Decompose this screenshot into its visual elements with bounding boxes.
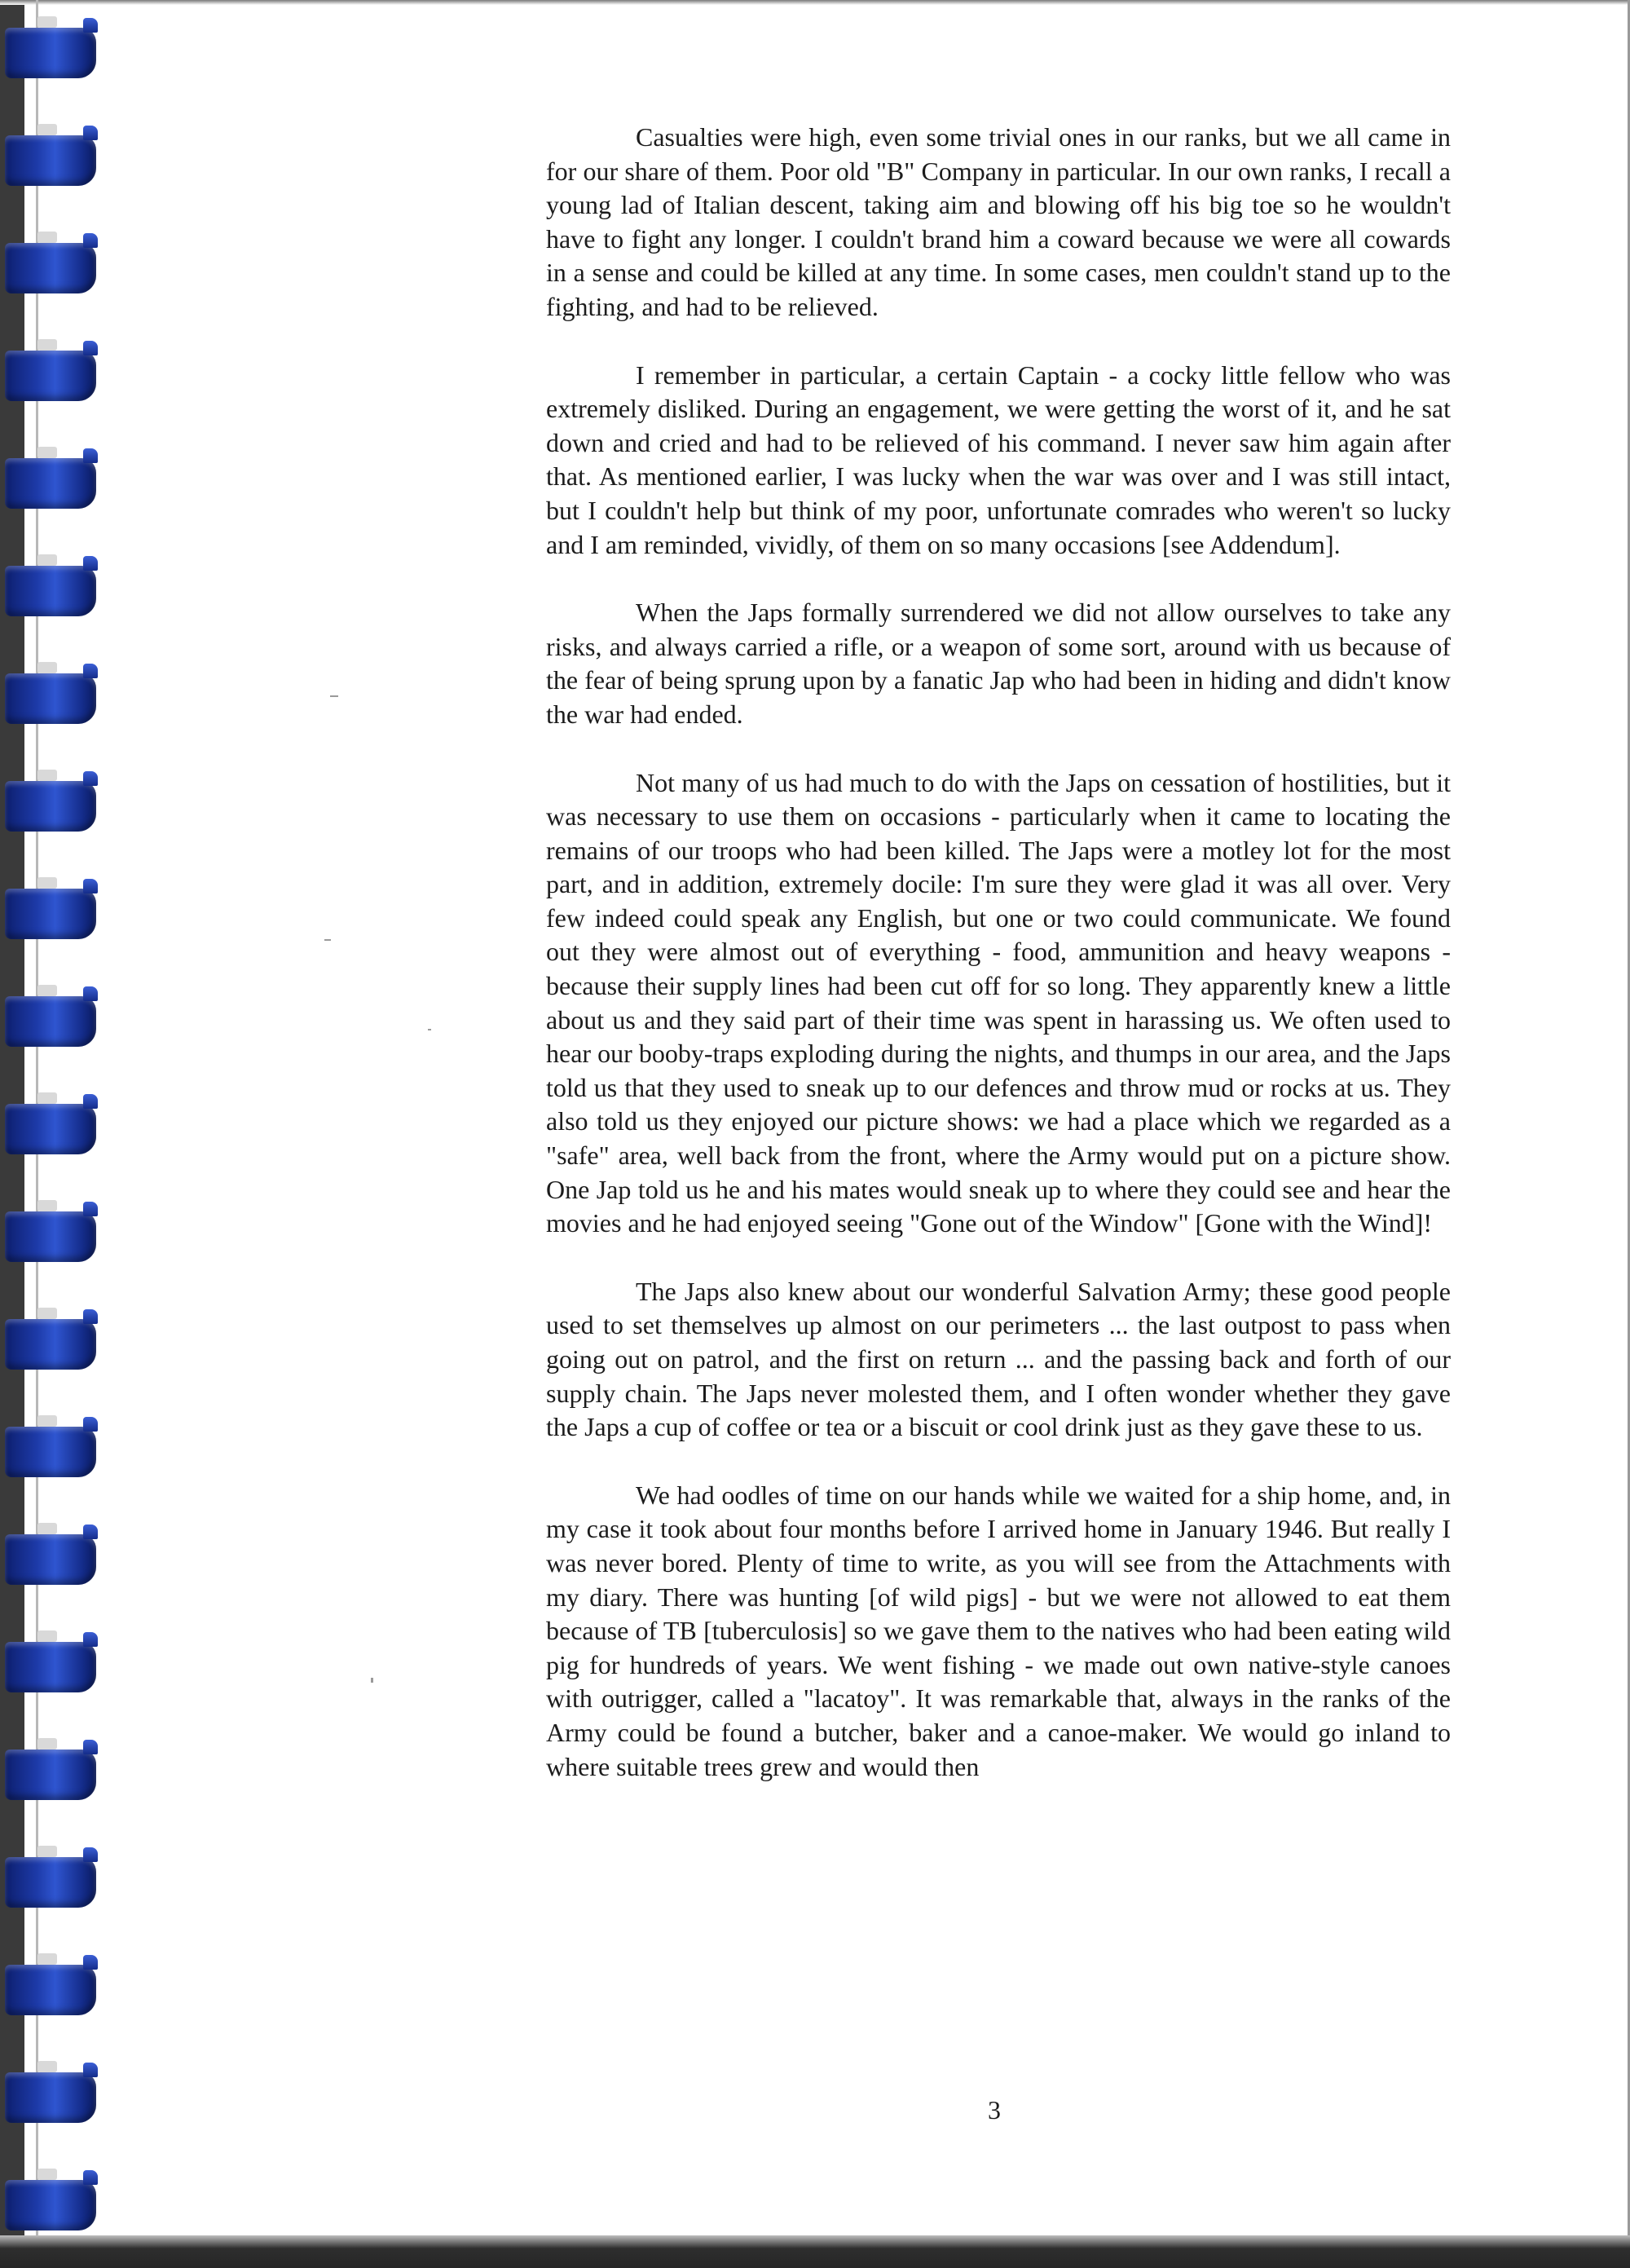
coil-tip bbox=[83, 1094, 98, 1109]
punch-hole bbox=[37, 770, 57, 781]
coil-band bbox=[5, 2072, 96, 2123]
binding-coil bbox=[5, 1738, 101, 1813]
paragraph: Casualties were high, even some trivial ones in our ranks, but we all came in for our share of them. Poor old "B" Company in particular. In our own ranks, I recall a young lad of Italian descent, taking aim and blowing off his big toe so he wouldn't have to fight any longer. I couldn't brand him a coward because we were all cowards in a sense and could be killed at any time. In some cases, men couldn't stand up to the fighting, and had to be relieved. bbox=[546, 122, 1451, 321]
binding-coil bbox=[5, 16, 101, 91]
coil-band bbox=[5, 458, 96, 509]
binding-coil bbox=[5, 1953, 101, 2028]
paragraph: We had oodles of time on our hands while we waited for a ship home, and, in my case it took about four months before I arrived home in January 1946. But really I was never bored. Plenty of time to write, as you will see from the Attachments with my diary. There was hunting [of wild pigs] - but we were not allowed to eat them because of TB [tuberculosis] so we gave them to the natives who had been eating wild pig for hundreds of years. We went fishing - we made out own native-style canoes with outrigger, called a "lacatoy". It was remarkable that, always in the ranks of the Army could be found a butcher, baker and a canoe-maker. We would go inland to where suitable trees grew and would then bbox=[546, 1480, 1451, 1781]
coil-tip bbox=[83, 1309, 98, 1324]
coil-band bbox=[5, 1104, 96, 1154]
document-body bbox=[546, 121, 1451, 1818]
page-top-edge bbox=[0, 0, 1630, 5]
coil-tip bbox=[83, 448, 98, 463]
coil-band bbox=[5, 135, 96, 186]
coil-tip bbox=[83, 1202, 98, 1216]
paper-speck bbox=[324, 939, 331, 941]
coil-tip bbox=[83, 1740, 98, 1754]
paper-speck bbox=[330, 695, 338, 697]
coil-tip bbox=[83, 556, 98, 571]
binding-coil bbox=[5, 232, 101, 307]
coil-band bbox=[5, 1642, 96, 1692]
coil-band bbox=[5, 889, 96, 939]
coil-band bbox=[5, 243, 96, 293]
coil-band bbox=[5, 1750, 96, 1800]
punch-hole bbox=[37, 2061, 57, 2072]
coil-band bbox=[5, 1427, 96, 1477]
punch-hole bbox=[37, 232, 57, 243]
coil-band bbox=[5, 28, 96, 78]
coil-tip bbox=[83, 18, 98, 33]
punch-hole bbox=[37, 2169, 57, 2180]
binding-coil bbox=[5, 2169, 101, 2244]
coil-tip bbox=[83, 664, 98, 678]
coil-tip bbox=[83, 2170, 98, 2185]
punch-hole bbox=[37, 1308, 57, 1319]
spiral-binding bbox=[0, 0, 114, 2268]
coil-tip bbox=[83, 1632, 98, 1647]
punch-hole bbox=[37, 1953, 57, 1965]
coil-band bbox=[5, 996, 96, 1047]
coil-tip bbox=[83, 1955, 98, 1970]
punch-hole bbox=[37, 554, 57, 566]
paper-speck bbox=[428, 1029, 431, 1030]
punch-hole bbox=[37, 1523, 57, 1534]
punch-hole bbox=[37, 985, 57, 996]
binding-coil bbox=[5, 1523, 101, 1598]
binding-coil bbox=[5, 554, 101, 629]
binding-coil bbox=[5, 1092, 101, 1167]
binding-coil bbox=[5, 339, 101, 414]
punch-hole bbox=[37, 1415, 57, 1427]
punch-hole bbox=[37, 339, 57, 351]
coil-band bbox=[5, 566, 96, 616]
paragraph: I remember in particular, a certain Captain - a cocky little fellow who was extremely disliked. During an engagement, we were getting the worst of it, and he sat down and cried and had to be relieved of his command. I never saw him again after that. As mentioned earlier, I was lucky when the war was over and I was still intact, but I couldn't help but think of my poor, unfortunate comrades who weren't so lucky and I am reminded, vividly, of them on so many occasions [see Addendum]. bbox=[546, 360, 1451, 559]
punch-hole bbox=[37, 16, 57, 28]
coil-tip bbox=[83, 1847, 98, 1862]
punch-hole bbox=[37, 1200, 57, 1211]
punch-hole bbox=[37, 447, 57, 458]
coil-tip bbox=[83, 233, 98, 248]
coil-tip bbox=[83, 341, 98, 355]
coil-band bbox=[5, 1211, 96, 1262]
coil-band bbox=[5, 1534, 96, 1585]
coil-band bbox=[5, 1319, 96, 1370]
binding-coil bbox=[5, 447, 101, 522]
binding-coil bbox=[5, 662, 101, 737]
coil-band bbox=[5, 1857, 96, 1908]
coil-tip bbox=[83, 126, 98, 140]
binding-coil bbox=[5, 1846, 101, 1921]
paragraph: The Japs also knew about our wonderful Salvation Army; these good people used to set themselves up almost on our perimeters ... the last outpost to pass when going out on patrol, and the first on return ... and the passing back and forth of our supply chain. The Japs never molested them, and I often wonder whether they gave the Japs a cup of coffee or tea or a biscuit or cool drink just as they gave these to us. bbox=[546, 1276, 1451, 1442]
punch-hole bbox=[37, 1738, 57, 1750]
binding-coil bbox=[5, 1200, 101, 1275]
binding-coil bbox=[5, 985, 101, 1060]
coil-tip bbox=[83, 1417, 98, 1432]
coil-band bbox=[5, 351, 96, 401]
punch-hole bbox=[37, 877, 57, 889]
coil-tip bbox=[83, 2063, 98, 2077]
paragraph: Not many of us had much to do with the Japs on cessation of hostilities, but it was necessary to use them on occasions - particularly when it came to locating the remains of our troops who had been killed. The Japs were a motley lot for the most part, and in addition, extremely docile: I'm sure they were glad it was all over. Very few indeed could speak any English, but one or two could communicate. We found out they were almost out of everything - food, ammunition and heavy weapons - because their supply lines had been cut off for so long. They apparently knew a little about us and they said part of their time was spent in harassing us. We often used to hear our booby-traps exploding during the nights, and thumps in our area, and the Japs told us that they used to sneak up to our defences and throw mud or rocks at us. They also told us they enjoyed our picture shows: we had a place which we regarded as a "safe" area, well back from the front, where the Army would put on a picture show. One Jap told us he and his mates would sneak up to where they could see and hear the movies and he had enjoyed seeing "Gone out of the Window" [Gone with the Wind]! bbox=[546, 767, 1451, 1238]
punch-hole bbox=[37, 1630, 57, 1642]
coil-band bbox=[5, 2180, 96, 2230]
coil-band bbox=[5, 673, 96, 724]
binding-coil bbox=[5, 124, 101, 199]
binding-coil bbox=[5, 770, 101, 845]
punch-hole bbox=[37, 124, 57, 135]
coil-tip bbox=[83, 986, 98, 1001]
binding-coil bbox=[5, 2061, 101, 2136]
page-number: 3 bbox=[988, 2095, 1001, 2125]
coil-tip bbox=[83, 771, 98, 786]
coil-tip bbox=[83, 1525, 98, 1539]
coil-band bbox=[5, 781, 96, 832]
punch-hole bbox=[37, 1846, 57, 1857]
binding-coil bbox=[5, 1308, 101, 1383]
punch-hole bbox=[37, 1092, 57, 1104]
binding-coil bbox=[5, 1415, 101, 1490]
page-bottom-edge bbox=[0, 2235, 1630, 2268]
punch-hole bbox=[37, 662, 57, 673]
coil-band bbox=[5, 1965, 96, 2015]
binding-coil bbox=[5, 877, 101, 952]
binding-coil bbox=[5, 1630, 101, 1705]
coil-tip bbox=[83, 879, 98, 894]
paper-speck bbox=[371, 1678, 373, 1683]
paragraph: When the Japs formally surrendered we did not allow ourselves to take any risks, and always carried a rifle, or a weapon of some sort, around with us because of the fear of being sprung upon by a fanatic Jap who had been in hiding and didn't know the war had ended. bbox=[546, 598, 1451, 729]
